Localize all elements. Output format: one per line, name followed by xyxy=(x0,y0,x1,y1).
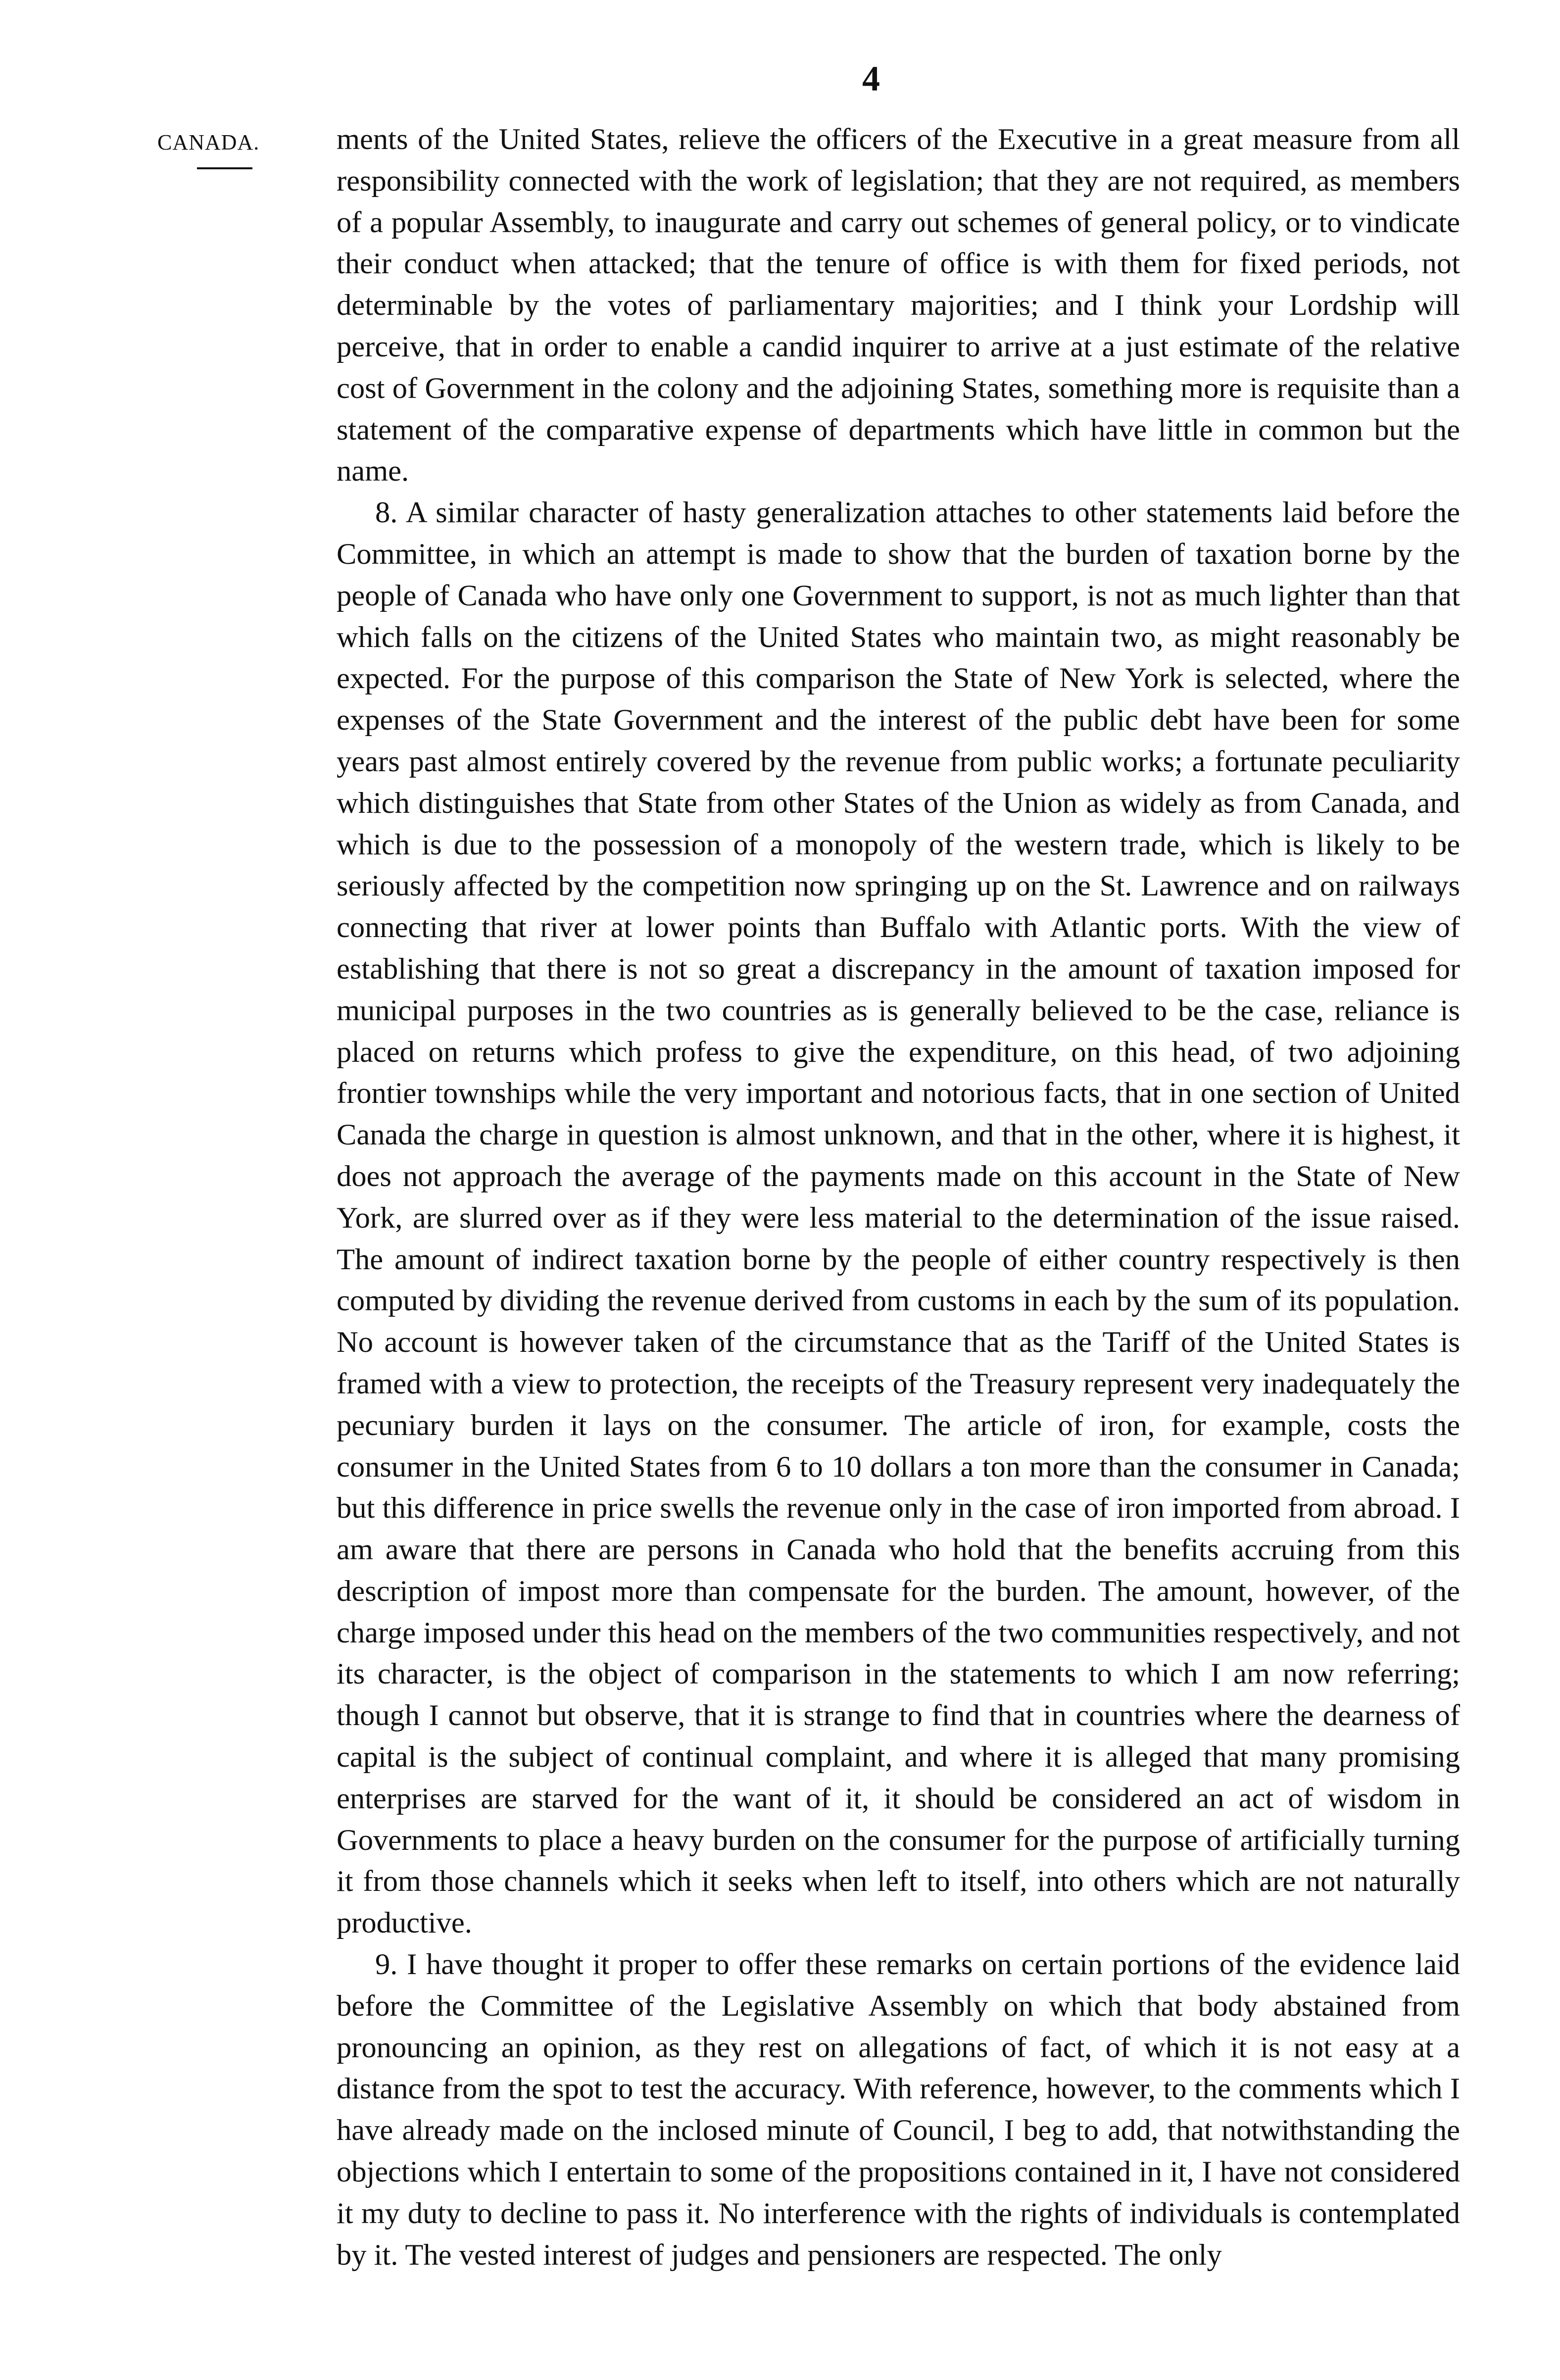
body-text xyxy=(337,119,1460,2346)
page-number: 4 xyxy=(862,59,880,99)
margin-rule xyxy=(197,167,252,169)
paragraph-continuation: ments of the United States, relieve the officers of the Executive in a great measure from all responsibility connected with the work of legislation; that they are not required, as members of a popular Assembly, to inaugurate and carry out schemes of general policy, or to vindicate their conduct when attacked; that the tenure of office is with them for fixed periods, not determinable by the votes of parliamentary majorities; and I think your Lordship will perceive, that in order to enable a candid inquirer to arrive at a just estimate of the relative cost of Government in the colony and the adjoining States, something more is requisite than a statement of the comparative expense of departments which have little in common but the name. xyxy=(337,123,1460,488)
margin-heading: CANADA. xyxy=(157,130,260,154)
paragraph-8: 8. A similar character of hasty generalization attaches to other statements laid before the Committee, in which an attempt is made to show that the burden of taxation borne by the people of Canada who have only one Government to support, is not as much lighter than that which falls on the citizens of the United States who maintain two, as might reasonably be expected. For the purpose of this comparison the State of New York is selected, where the expenses of the State Government and the interest of the public debt have been for some years past almost entirely covered by the revenue from public works; a fortunate peculiarity which distinguishes that State from other States of the Union as widely as from Canada, and which is due to the possession of a monopoly of the western trade, which is likely to be seriously affected by the competition now springing up on the St. Lawrence and on railways connecting that river at lower points than Buffalo with Atlantic ports. With the view of establishing that there is not so great a discrepancy in the amount of taxation imposed for municipal purposes in the two countries as is generally believed to be the case, reliance is placed on returns which profess to give the expenditure, on this head, of two adjoining frontier townships while the very important and notorious facts, that in one section of United Canada the charge in question is almost unknown, and that in the other, where it is highest, it does not approach the average of the payments made on this account in the State of New York, are slurred over as if they were less material to the determination of the issue raised. The amount of indirect taxation borne by the people of either country respectively is then computed by dividing the revenue derived from customs in each by the sum of its population. No account is however taken of the circumstance that as the Tariff of the United States is framed with a view to protection, the receipts of the Treasury represent very inadequately the pecuniary burden it lays on the consumer. The article of iron, for example, costs the consumer in the United States from 6 to 10 dollars a ton more than the consumer in Canada; but this difference in price swells the revenue only in the case of iron imported from abroad. I am aware that there are persons in Canada who hold that the benefits accruing from this description of impost more than compensate for the burden. The amount, however, of the charge imposed under this head on the members of the two communities respectively, and not its character, is the object of comparison in the statements to which I am now referring; though I cannot but observe, that it is strange to find that in countries where the dearness of capital is the subject of continual complaint, and where it is alleged that many promising enterprises are starved for the want of it, it should be considered an act of wisdom in Governments to place a heavy burden on the consumer for the purpose of artificially turning it from those channels which it seeks when left to itself, into others which are not naturally productive. xyxy=(337,496,1460,1940)
paragraph-9: 9. I have thought it proper to offer these remarks on certain portions of the evidence laid before the Committee of the Legislative Assembly on which that body abstained from pronouncing an opinion, as they rest on allegations of fact, of which it is not easy at a distance from the spot to test the accuracy. With reference, however, to the comments which I have already made on the inclosed minute of Council, I beg to add, that notwithstanding the objections which I entertain to some of the propositions contained in it, I have not considered it my duty to decline to pass it. No interference with the rights of individuals is contemplated by it. The vested interest of judges and pensioners are respected. The only xyxy=(337,1948,1460,2272)
